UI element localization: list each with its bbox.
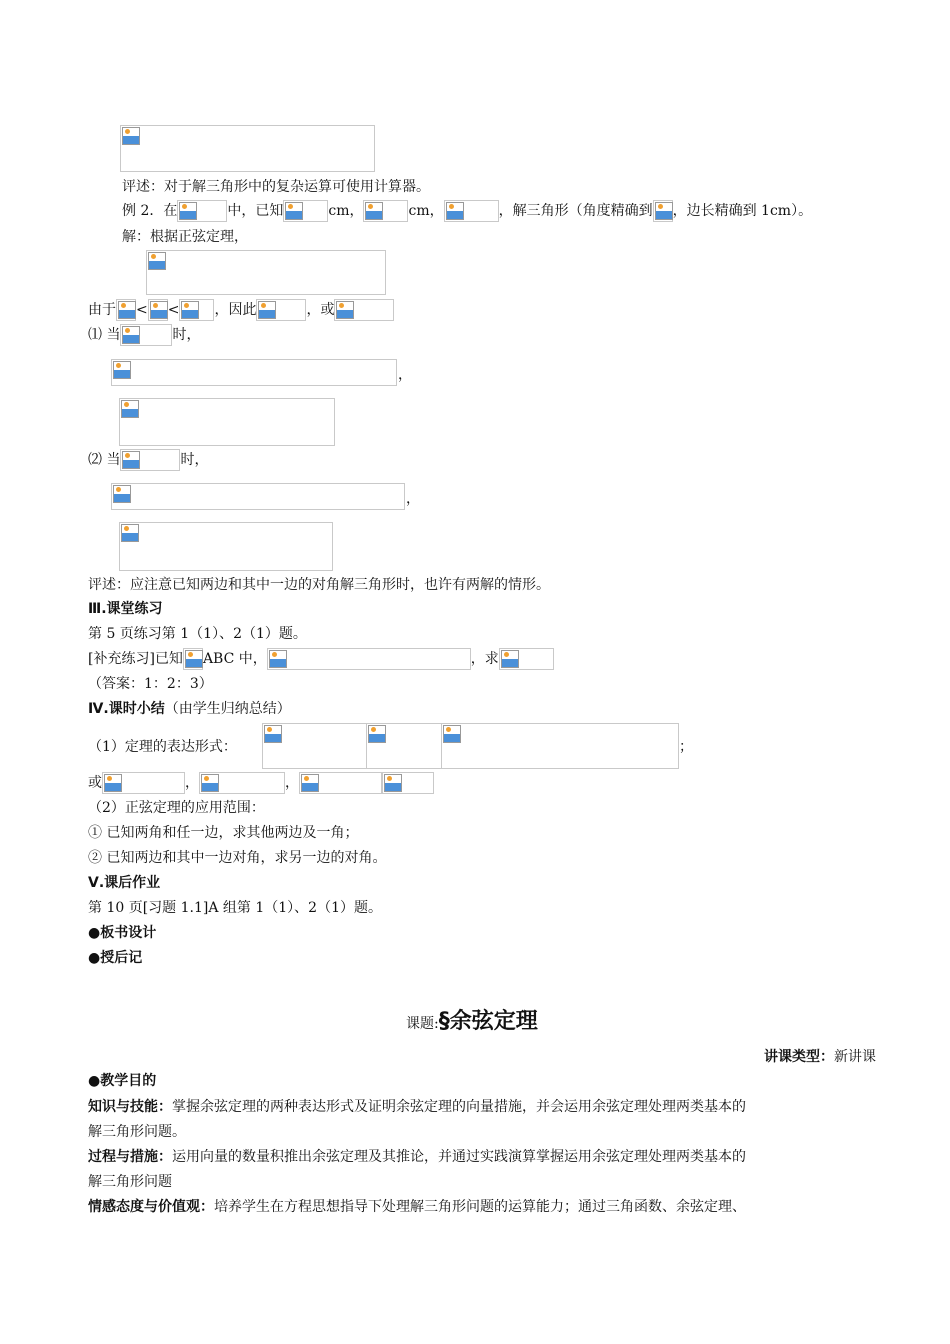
formula-image [102,772,185,794]
knowledge-skill: 知识与技能：掌握余弦定理的两种表达形式及证明余弦定理的向量措施，并会运用余弦定理处理两类基本的 [88,1099,746,1115]
section-3-heading: Ⅲ.课堂练习 [88,601,163,617]
formula-image [111,359,397,386]
formula-image [148,299,168,321]
answer-text: （答案：1：2：3） [88,676,213,692]
process-method: 过程与措施：运用向量的数量积推出余弦定理及其推论，并通过实践演算掌握运用余弦定理处理两类基本的 [88,1149,746,1165]
formula-image [499,648,554,670]
formula-image [653,200,673,222]
formula-image [111,483,405,510]
formula-image [183,648,203,670]
section-5-heading: Ⅴ.课后作业 [88,875,161,891]
formula-image [179,299,214,321]
teaching-goal-heading: ●教学目的 [88,1073,157,1089]
supplement-exercise: [补充练习]已知 ABC 中， ，求 [88,648,554,670]
formula-image [120,449,180,471]
remark-calculator: 评述：对于解三角形中的复杂运算可使用计算器。 [122,179,430,195]
scope-item-1: ① 已知两角和任一边，求其他两边及一角； [88,825,359,841]
formula-image [267,648,471,670]
lesson-title: 课题:§余弦定理 [406,1009,538,1034]
summary-1-label: （1）定理的表达形式： [88,739,237,755]
lesson-type: 讲课类型：新讲课 [764,1049,876,1065]
process-method-cont: 解三角形问题 [88,1174,172,1190]
comma: ， [406,491,420,507]
semicolon: ； [679,739,693,755]
example-2: 例 2．在 中，已知 cm， cm， ，解三角形（角度精确到 ，边长精确到 1cm）。 [122,200,812,222]
practice-text: 第 5 页练习第 1（1）、2（1）题。 [88,626,307,642]
formula-image [119,398,335,446]
formula-image [299,772,382,794]
formula-image [366,723,443,769]
formula-image [283,200,328,222]
post-lesson-heading: ●授后记 [88,950,143,966]
case-1: ⑴ 当 时， [88,324,200,346]
homework-text: 第 10 页[习题 1.1]A 组第 1（1）、2（1）题。 [88,900,382,916]
knowledge-skill-cont: 解三角形问题。 [88,1124,186,1140]
since-line: 由于 < < ，因此 ，或 [88,299,394,321]
or-line: 或 ， ， [88,772,434,794]
formula-image [119,522,333,571]
formula-image [199,772,285,794]
formula-image [146,250,386,295]
comma: ， [398,367,412,383]
formula-image [120,125,375,172]
board-design-heading: ●板书设计 [88,925,157,941]
emotion-values: 情感态度与价值观：培养学生在方程思想指导下处理解三角形问题的运算能力；通过三角函数、余弦定理、 [88,1199,746,1215]
summary-2-label: （2）正弦定理的应用范围： [88,800,265,816]
formula-image [334,299,394,321]
scope-item-2: ② 已知两边和其中一边对角，求另一边的对角。 [88,850,387,866]
case-2: ⑵ 当 时， [88,449,208,471]
formula-image [363,200,408,222]
formula-image [116,299,136,321]
formula-image [256,299,306,321]
solution-intro: 解：根据正弦定理， [122,229,248,245]
remark-two-solutions: 评述：应注意已知两边和其中一边的对角解三角形时，也许有两解的情形。 [88,577,550,593]
formula-image [382,772,434,794]
formula-image [177,200,227,222]
formula-image [262,723,368,769]
formula-image [444,200,499,222]
formula-image [120,324,172,346]
formula-image [441,723,679,769]
section-4-heading: Ⅳ.课时小结（由学生归纳总结） [88,701,291,717]
